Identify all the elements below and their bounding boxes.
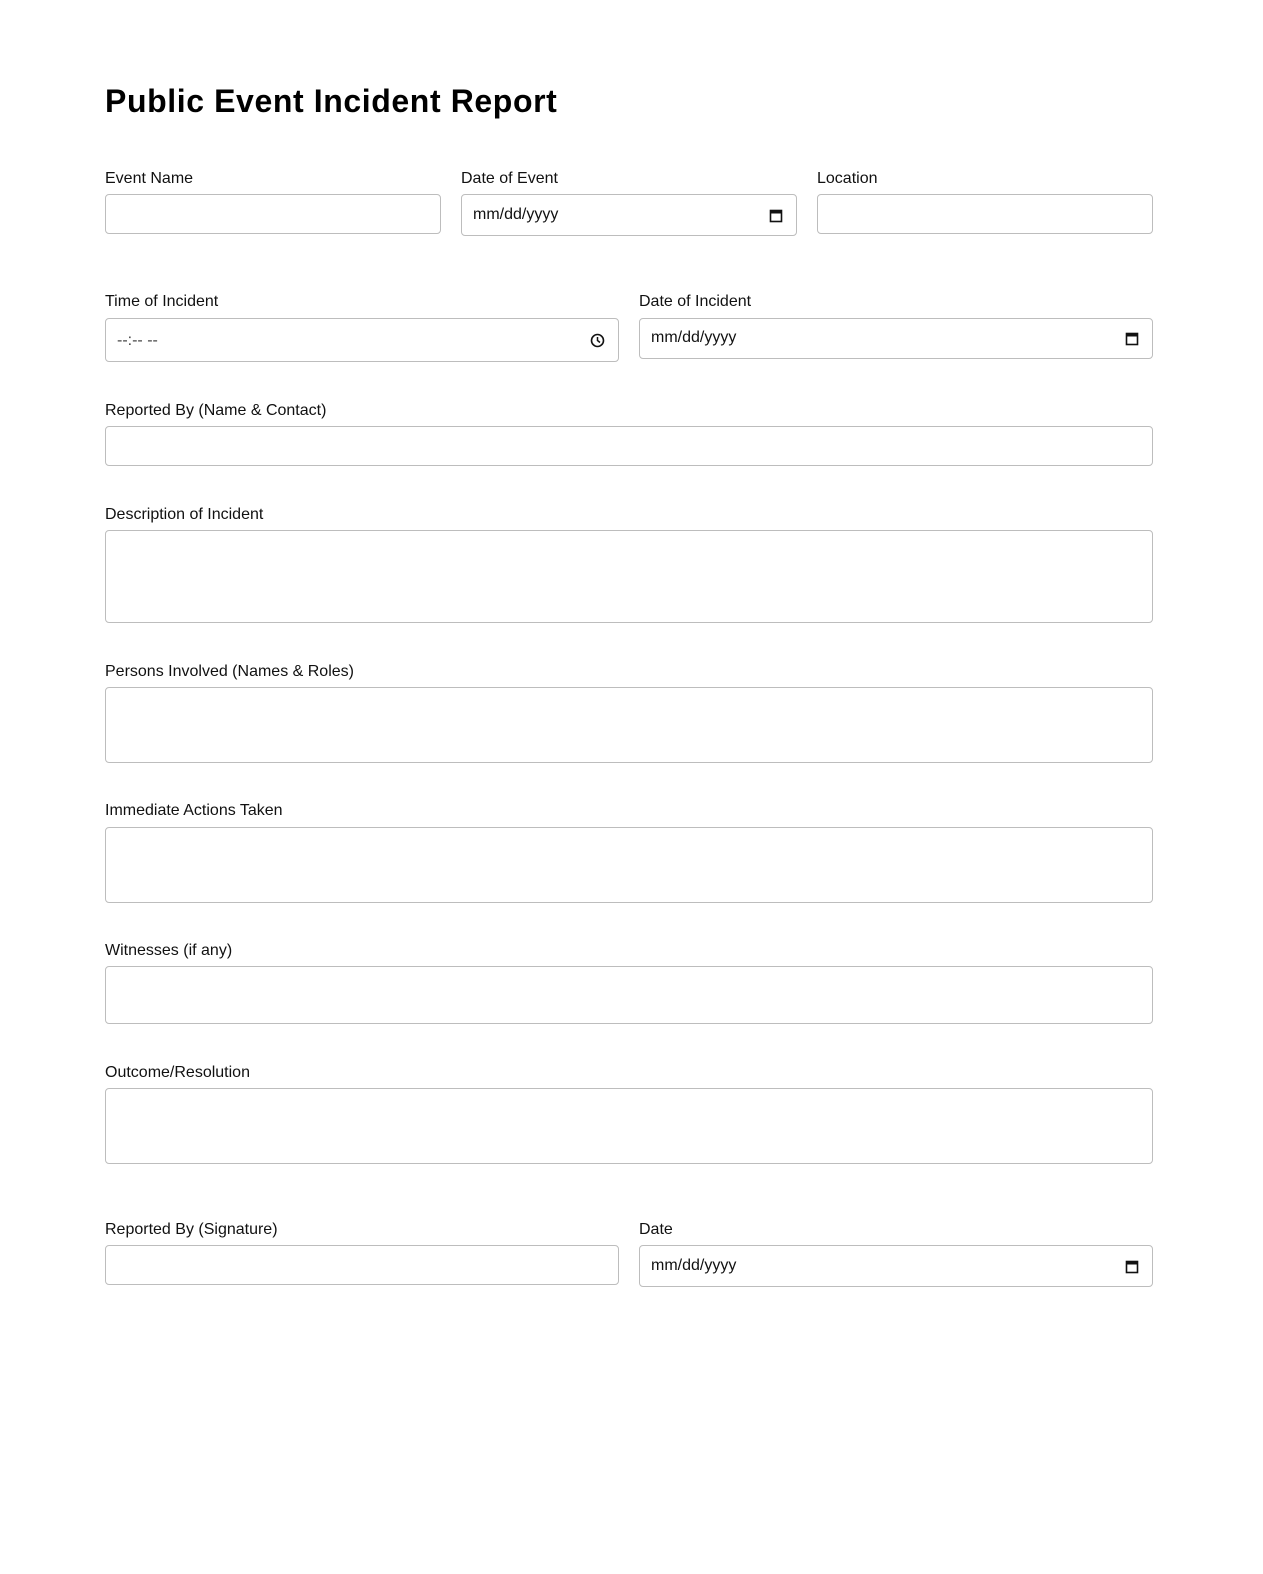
calendar-icon[interactable]	[1125, 331, 1139, 346]
date-of-event-placeholder: mm/dd/yyyy	[473, 206, 559, 223]
date-of-incident-label: Date of Incident	[639, 293, 752, 310]
signature-date-label: Date	[639, 1221, 673, 1238]
persons-involved-textarea[interactable]	[105, 687, 1153, 763]
immediate-actions-label: Immediate Actions Taken	[105, 802, 283, 819]
calendar-icon[interactable]	[769, 208, 783, 223]
signature-label: Reported By (Signature)	[105, 1221, 278, 1238]
signature-date-placeholder: mm/dd/yyyy	[651, 1257, 737, 1274]
event-name-input[interactable]	[105, 194, 441, 234]
reported-by-contact-label: Reported By (Name & Contact)	[105, 402, 327, 419]
event-name-label: Event Name	[105, 170, 194, 187]
location-label: Location	[817, 170, 878, 187]
location-input[interactable]	[817, 194, 1153, 234]
witnesses-textarea[interactable]	[105, 966, 1153, 1024]
reported-by-contact-input[interactable]	[105, 426, 1153, 466]
time-of-incident-label: Time of Incident	[105, 293, 219, 310]
outcome-label: Outcome/Resolution	[105, 1064, 250, 1081]
calendar-icon[interactable]	[1125, 1259, 1139, 1274]
time-of-incident-placeholder: --:-- --	[117, 332, 158, 349]
description-textarea[interactable]	[105, 530, 1153, 623]
date-of-incident-placeholder: mm/dd/yyyy	[651, 329, 737, 346]
description-label: Description of Incident	[105, 506, 264, 523]
witnesses-label: Witnesses (if any)	[105, 942, 233, 959]
page-title: Public Event Incident Report	[105, 83, 558, 119]
time-of-incident-input[interactable]	[105, 318, 619, 362]
persons-involved-label: Persons Involved (Names & Roles)	[105, 663, 354, 680]
date-of-event-label: Date of Event	[461, 170, 558, 187]
clock-icon[interactable]	[590, 333, 605, 348]
signature-date-input[interactable]	[639, 1245, 1153, 1287]
signature-input[interactable]	[105, 1245, 619, 1285]
date-of-incident-input[interactable]	[639, 318, 1153, 359]
date-of-event-input[interactable]	[461, 194, 797, 236]
outcome-textarea[interactable]	[105, 1088, 1153, 1164]
immediate-actions-textarea[interactable]	[105, 827, 1153, 903]
